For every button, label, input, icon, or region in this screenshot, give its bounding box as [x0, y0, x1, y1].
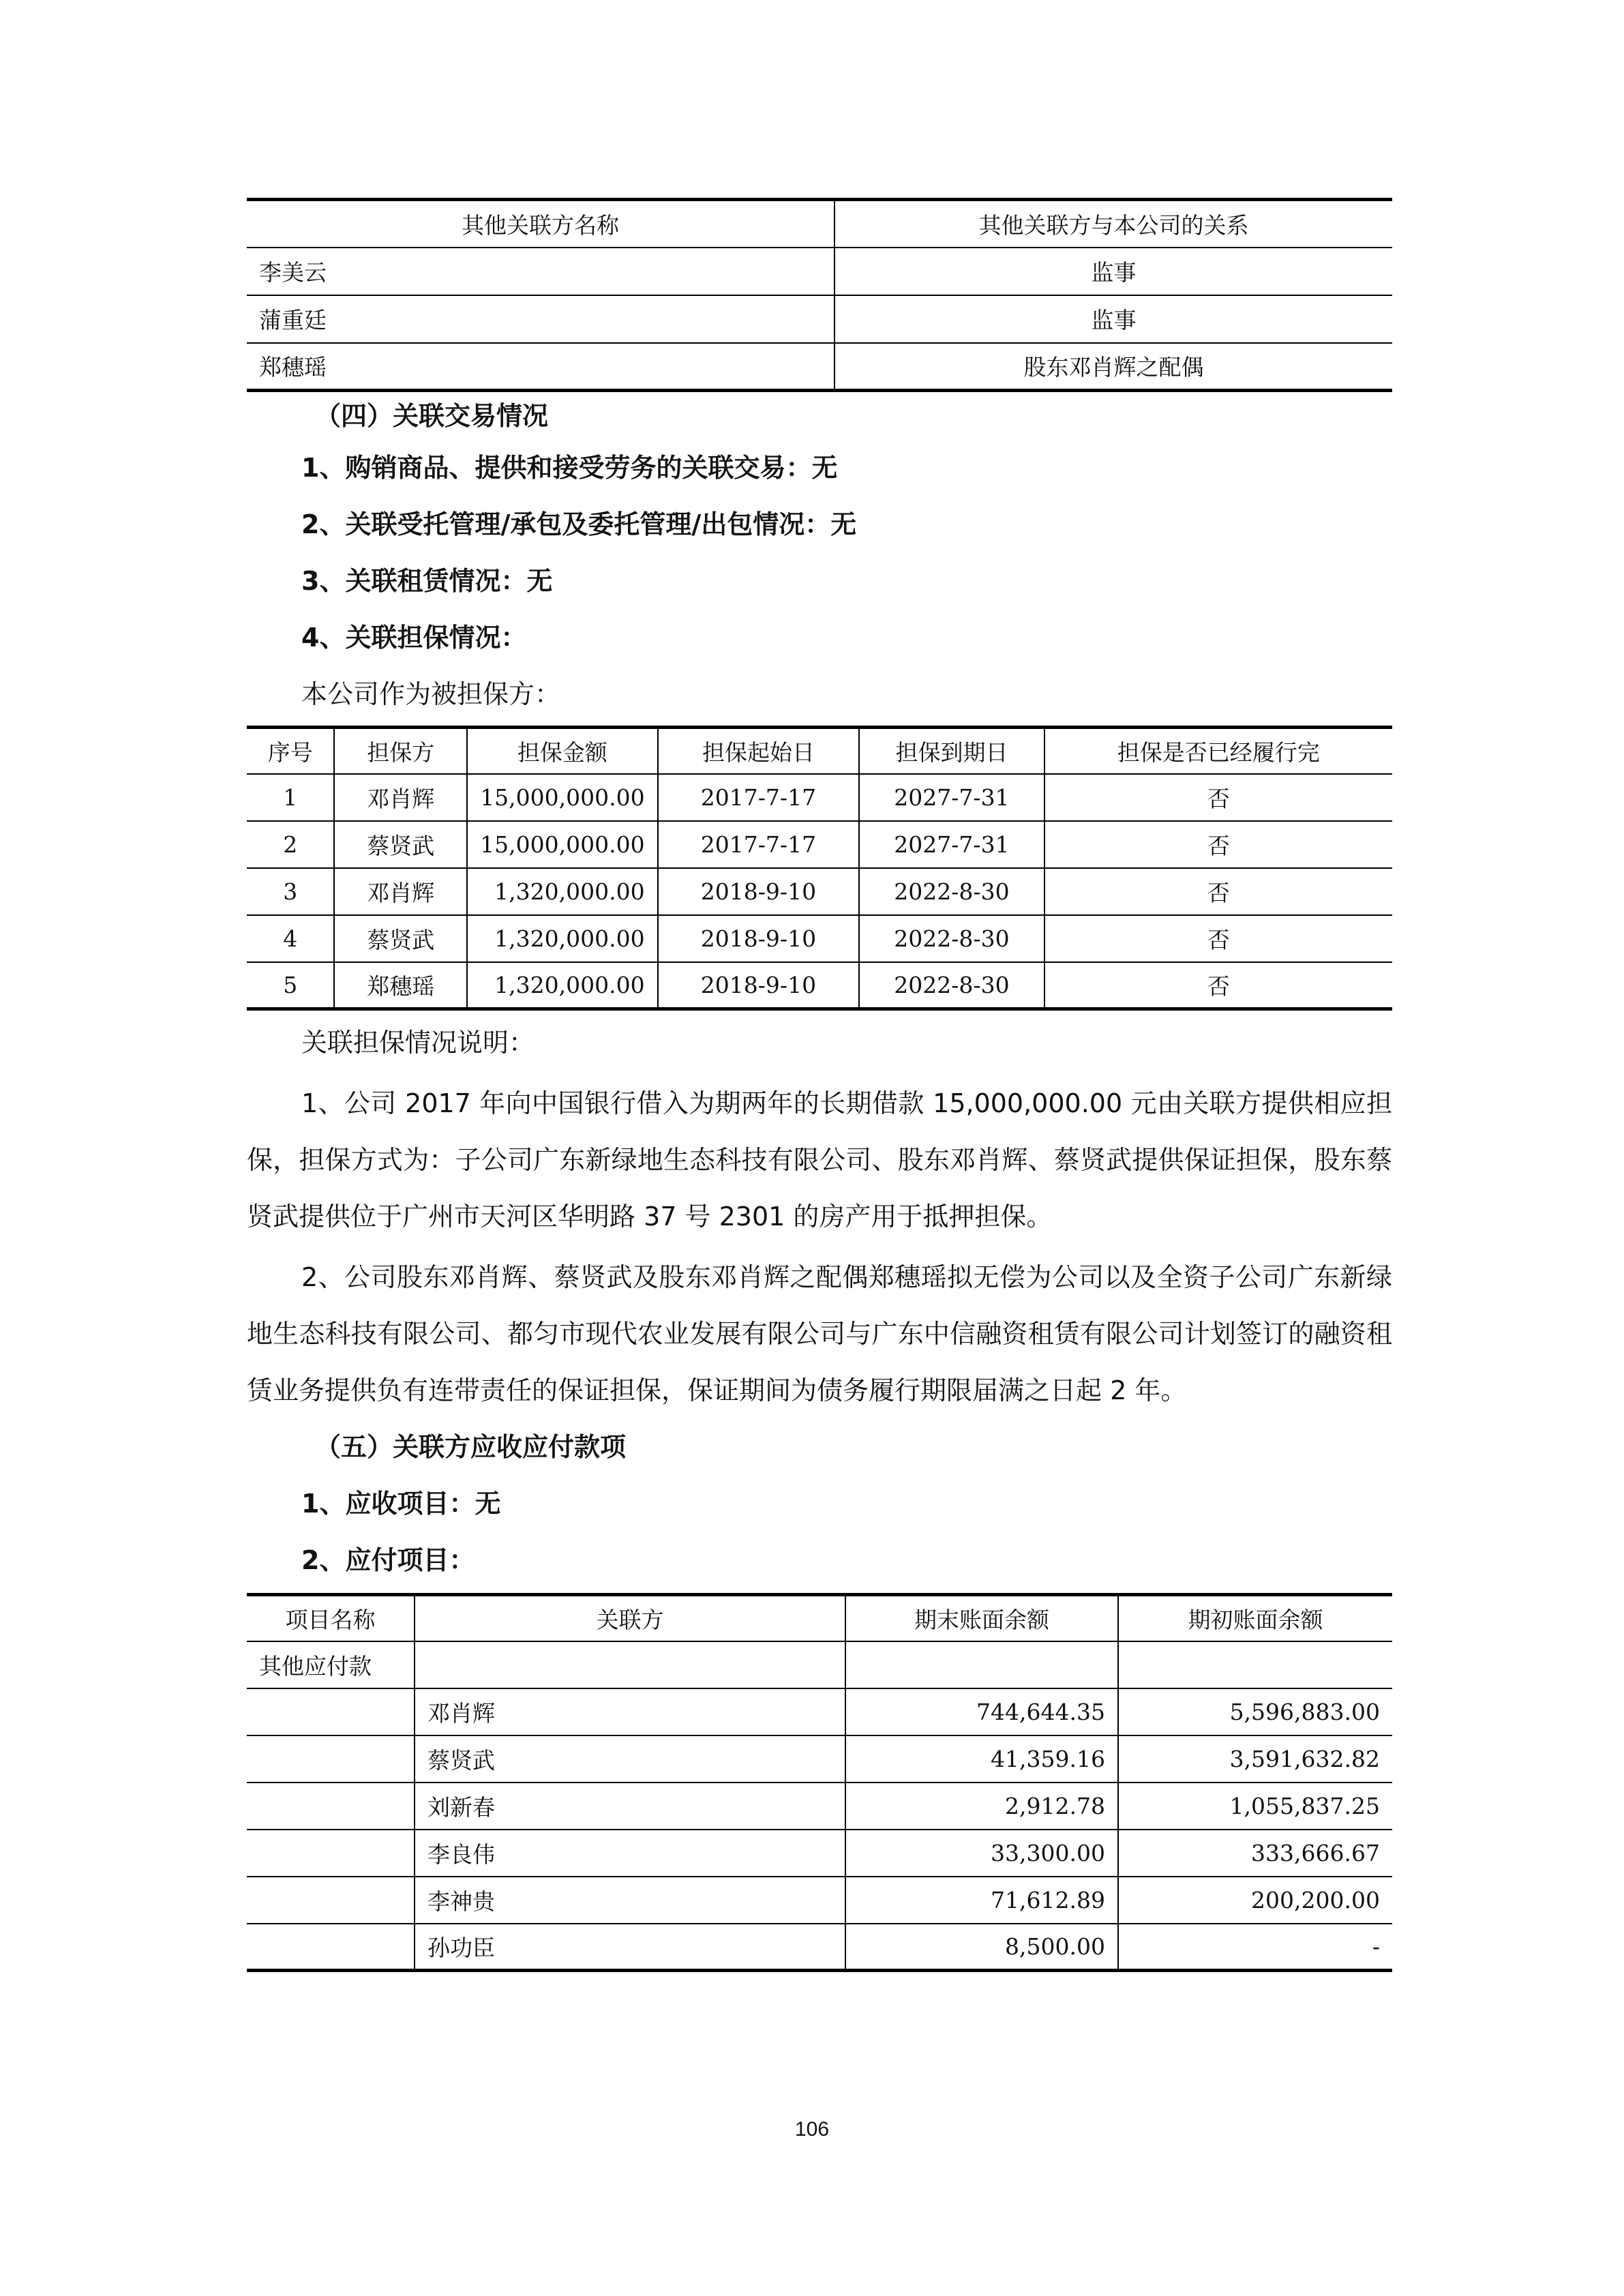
opening-balance-cell: 200,200.00 [1118, 1877, 1392, 1924]
table-row [247, 1783, 1392, 1830]
end-date-cell: 2027-7-31 [859, 821, 1044, 868]
party-name: 蒲重廷 [259, 307, 327, 333]
page-number: 106 [794, 2118, 830, 2141]
table-header-row [247, 200, 1392, 248]
guarantee-notes-title: 关联担保情况说明： [301, 1028, 535, 1058]
closing-balance-cell: 71,612.89 [845, 1877, 1118, 1924]
category-cell: 其他应付款 [259, 1652, 372, 1680]
section4-item2: 2、关联受托管理/承包及委托管理/出包情况：无 [301, 509, 857, 539]
table-row [247, 1735, 1392, 1783]
opening-balance-cell: - [1118, 1924, 1392, 1971]
empty-cell [247, 1877, 415, 1924]
party-cell: 刘新春 [415, 1783, 845, 1830]
party-cell: 李良伟 [415, 1830, 845, 1877]
section5-item2: 2、应付项目： [301, 1545, 475, 1575]
start-date-cell: 2018-9-10 [658, 915, 860, 962]
section4-title: （四）关联交易情况 [315, 401, 549, 431]
party-relation: 监事 [834, 248, 1392, 295]
opening-balance-cell: 333,666.67 [1118, 1830, 1392, 1877]
header-cell: 担保是否已经履行完 [1044, 728, 1392, 774]
empty-cell [1118, 1641, 1392, 1688]
table-row [247, 774, 1392, 821]
table-row [247, 343, 1392, 391]
party-cell: 孙功臣 [415, 1924, 845, 1971]
header-cell: 项目名称 [285, 1606, 376, 1633]
guarantor-cell: 邓肖辉 [334, 868, 467, 915]
table-row [247, 868, 1392, 915]
amount-cell: 1,320,000.00 [467, 915, 657, 962]
empty-cell [845, 1641, 1118, 1688]
table-row [247, 1877, 1392, 1924]
empty-cell [247, 1830, 415, 1877]
party-relation: 股东邓肖辉之配偶 [834, 343, 1392, 391]
section4-item1: 1、购销商品、提供和接受劳务的关联交易：无 [301, 453, 838, 483]
table-header-row [247, 728, 1392, 774]
header-cell: 期末账面余额 [845, 1595, 1118, 1641]
section5-item1: 1、应收项目：无 [301, 1489, 501, 1519]
seq-cell: 4 [283, 925, 298, 952]
empty-cell [247, 1783, 415, 1830]
empty-cell [247, 1735, 415, 1783]
table-row [247, 821, 1392, 868]
party-name: 李美云 [259, 259, 327, 286]
amount-cell: 1,320,000.00 [467, 868, 657, 915]
guarantee-note-1: 1、公司 2017 年向中国银行借入为期两年的长期借款 15,000,000.00 元由关联方提供相应担保，担保方式为：子公司广东新绿地生态科技有限公司、股东邓肖辉、蔡贤武提供保证担保，股东蔡贤武提供位于广州市天河区华明路 37 号 2301 的房产用于抵押担保。 [247, 1088, 1392, 1232]
start-date-cell: 2018-9-10 [658, 868, 860, 915]
amount-cell: 1,320,000.00 [467, 962, 657, 1009]
table-row [247, 1924, 1392, 1971]
seq-cell: 5 [283, 971, 298, 998]
amount-cell: 15,000,000.00 [467, 821, 657, 868]
party-relation: 监事 [834, 295, 1392, 343]
closing-balance-cell: 744,644.35 [845, 1688, 1118, 1735]
fulfilled-cell: 否 [1044, 868, 1392, 915]
guarantor-cell: 邓肖辉 [334, 774, 467, 821]
empty-cell [415, 1641, 845, 1688]
seq-cell: 2 [283, 831, 298, 858]
guarantor-cell: 郑穗瑶 [334, 962, 467, 1009]
fulfilled-cell: 否 [1044, 915, 1392, 962]
header-cell: 担保起始日 [658, 728, 860, 774]
table-row [247, 1641, 1392, 1688]
start-date-cell: 2017-7-17 [658, 821, 860, 868]
guaranteed-label: 本公司作为被担保方： [301, 679, 561, 709]
table-row [247, 1688, 1392, 1735]
opening-balance-cell: 5,596,883.00 [1118, 1688, 1392, 1735]
end-date-cell: 2022-8-30 [859, 868, 1044, 915]
guarantor-cell: 蔡贤武 [334, 915, 467, 962]
closing-balance-cell: 2,912.78 [845, 1783, 1118, 1830]
table-row [247, 295, 1392, 343]
party-cell: 李神贵 [415, 1877, 845, 1924]
table-row [247, 1830, 1392, 1877]
table-row [247, 962, 1392, 1009]
guarantor-cell: 蔡贤武 [334, 821, 467, 868]
party-cell: 蔡贤武 [415, 1735, 845, 1783]
seq-cell: 1 [283, 784, 298, 811]
header-cell: 担保方 [334, 728, 467, 774]
closing-balance-cell: 41,359.16 [845, 1735, 1118, 1783]
empty-cell [247, 1924, 415, 1971]
end-date-cell: 2022-8-30 [859, 962, 1044, 1009]
fulfilled-cell: 否 [1044, 774, 1392, 821]
amount-cell: 15,000,000.00 [467, 774, 657, 821]
header-cell: 担保金额 [467, 728, 657, 774]
opening-balance-cell: 1,055,837.25 [1118, 1783, 1392, 1830]
header-cell: 其他关联方与本公司的关系 [834, 200, 1392, 248]
table-row [247, 248, 1392, 295]
closing-balance-cell: 33,300.00 [845, 1830, 1118, 1877]
header-cell: 担保到期日 [859, 728, 1044, 774]
start-date-cell: 2017-7-17 [658, 774, 860, 821]
table-row [247, 915, 1392, 962]
party-name: 郑穗瑶 [259, 354, 327, 381]
guarantee-table [247, 726, 1392, 1011]
header-cell: 其他关联方名称 [462, 211, 619, 239]
opening-balance-cell: 3,591,632.82 [1118, 1735, 1392, 1783]
table-header-row [247, 1595, 1392, 1641]
section4-item3: 3、关联租赁情况：无 [301, 566, 553, 596]
empty-cell [247, 1688, 415, 1735]
start-date-cell: 2018-9-10 [658, 962, 860, 1009]
document-page [247, 198, 1392, 1972]
closing-balance-cell: 8,500.00 [845, 1924, 1118, 1971]
related-parties-table [247, 198, 1392, 392]
header-cell: 关联方 [415, 1595, 845, 1641]
party-cell: 邓肖辉 [415, 1688, 845, 1735]
fulfilled-cell: 否 [1044, 962, 1392, 1009]
guarantee-note-2: 2、公司股东邓肖辉、蔡贤武及股东邓肖辉之配偶郑穗瑶拟无偿为公司以及全资子公司广东新绿地生态科技有限公司、都匀市现代农业发展有限公司与广东中信融资租赁有限公司计划签订的融资租赁业务提供负有连带责任的保证担保，保证期间为债务履行期限届满之日起 2 年。 [247, 1262, 1392, 1405]
end-date-cell: 2027-7-31 [859, 774, 1044, 821]
section5-title: （五）关联方应收应付款项 [315, 1432, 627, 1462]
seq-cell: 3 [283, 878, 298, 905]
header-cell: 序号 [267, 739, 313, 766]
section4-item4: 4、关联担保情况： [301, 623, 527, 653]
header-cell: 期初账面余额 [1118, 1595, 1392, 1641]
fulfilled-cell: 否 [1044, 821, 1392, 868]
payables-table [247, 1593, 1392, 1972]
end-date-cell: 2022-8-30 [859, 915, 1044, 962]
